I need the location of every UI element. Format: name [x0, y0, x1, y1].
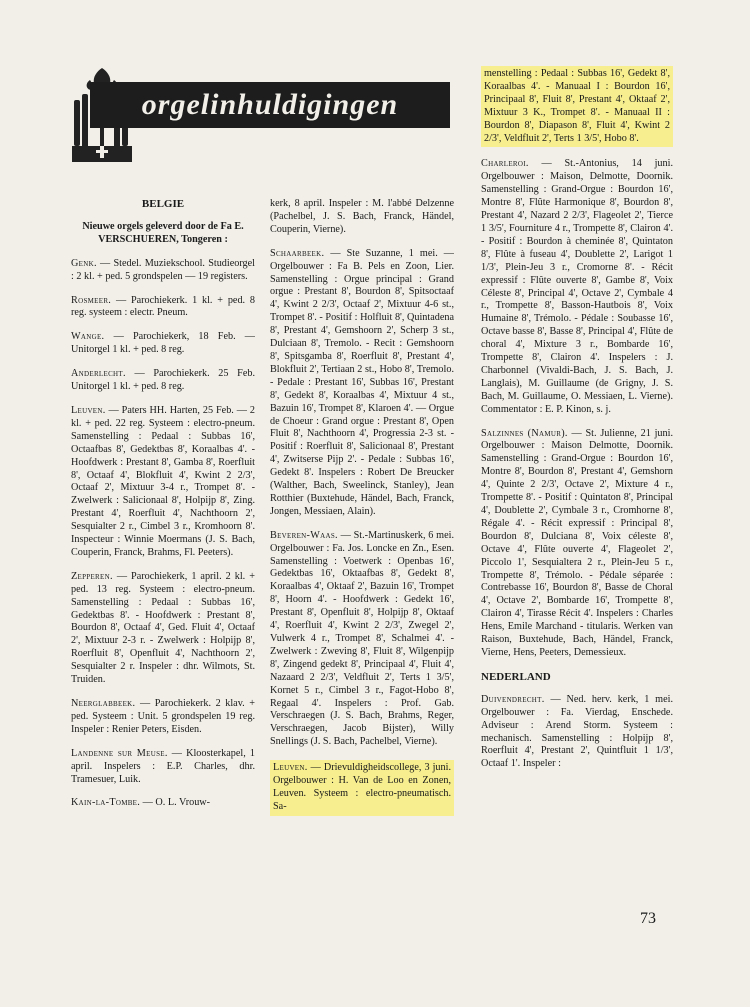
entry: Zepperen. — Parochiekerk, 1 april. 2 kl. + ped. 13 reg. Systeem : electro-pneum. Samenstelling : Pedaal : Subbas 16', Gedektbas 8'. - Hoofdwerk : Prestant 8', Bourdon 8', Octaaf 4', Ged. Fluit 4', Octaaf 2', Mixtuur 2-3 r. - Zwelwerk : Holpijp 8', Roerfluit 8', Openfluit 4', Nachthoorn 2', Sesquialter 2 r. Inspeler : dhr. Wilmots, St. Truiden.	[71, 570, 255, 686]
entry: Neerglabbeek. — Parochiekerk. 2 klav. + ped. Systeem : Unit. 5 grondspelen 19 reg. Inspeler : Renier Peters, Eisden.	[71, 698, 255, 735]
entry: Duivendrecht. — Ned. herv. kerk, 1 mei. Orgelbouwer : Fa. Vierdag, Enschede. Adviseur : Arend Storm. Systeem : mechanisch. Samenstelling : Holpijp 8', Roerfluit 4', Prestant 2', Quintfluit 1 1/3', Octaaf 1'. Inspeler :	[481, 693, 673, 770]
entry: Wange. — Parochiekerk, 18 Feb. — Unitorgel 1 kl. + ped. 8 reg.	[71, 331, 255, 356]
entry: Kain-la-Tombe. — O. L. Vrouw-	[71, 797, 211, 809]
entry: Beveren-Waas. — St.-Martinuskerk, 6 mei. Orgelbouwer : Fa. Jos. Loncke en Zn., Esen. Samenstelling : Voetwerk : Openbas 16', Gedektbas 16', Oktaafbas 8', Gedekt 8', Koraalbas 4', Oktaaf 2', Bazuin 16', Trompet 8', Hoorn 4'. - Hoofdwerk : Gedekt 16', Prestant 8', Openfluit 8', Holpijp 8', Oktaaf 4', Roerfluit 4', Kwint 2 2/3', Zwegel 2', Vulwerk 4 r., Trompet 8', Schalmei 4'. - Zwelwerk : Zweving 8', Fluit 8', Wilgenpijp 8', Zingend gedekt 8', Principaal 4', Fluit 4', Nazaard 2 2/3', Veldfluit 2', Terts 1 3/5', Kornet 5 r., Cimbel 3 r., Fagot-Hobo 8', Regaal 4'. Inspelers : Prof. Gab. Verschraegen (J. S. Bach, Brahms, Reger, Verschraegen, Jacob Bijster), Willy Snellings (J. S. Bach, Pachelbel, Vierne).	[270, 529, 454, 748]
column-3	[481, 66, 673, 782]
entry: Anderlecht. — Parochiekerk. 25 Feb. Unitorgel 1 kl. + ped. 8 reg.	[71, 368, 255, 393]
banner-title: orgelinhuldigingen	[90, 82, 450, 128]
continuation-highlighted: menstelling : Pedaal : Subbas 16', Gedekt 8', Koraalbas 4'. - Manuaal I : Bourdon 16', Principaal 8', Fluit 8', Prestant 4', Oktaaf 2', Mixtuur 3 K., Trompet 8'. - Manuaal II : Bourdon 8', Diapason 8', Fluit 4', Kwint 2 2/3', Veldfluit 2', Terts 1 3/5', Hobo 8'.	[481, 66, 673, 147]
entry: Salzinnes (Namur). — St. Julienne, 21 juni. Orgelbouwer : Maison Delmotte, Doornik. Samenstelling : Grand-Orgue : Bourdon 16', Montre 8', Bourdon 8', Prestant 4', Gemshorn 4', Quinte 2 2/3', Octave 2', Mixture 4 r., Trompette 8'. - Positif : Quintaton 8', Principal 4', Doublette 2', Cymbale 3 r., Cromhorne 8', Régale 4'. - Récit expressif : Principal 8', Bourdon 8', Dulciana 8', Voix céleste 8', Octave 4', Flûte ouverte 4', Flageolet 2', Piccolo 1', Sesquialtera 2 r., Plein-Jeu 5 r., Trompette 8', Trémolo. - Pédale séparée : Contrebasse 16', Bourdon 8', Basse de Choral 4', Octave 2', Bombarde 16', Trompette 8', Clairon 4', Tirasse Récit 4'. Inspelers : Charles Hens, Emile Marchand - titularis. Werken van Raison, Buxtehude, Bach, Händel, Franck, Vierne, Hens, Peeters, Demessieux.	[481, 427, 673, 658]
page-number: 73	[640, 910, 656, 927]
entry: Leuven. — Paters HH. Harten, 25 Feb. — 2 kl. + ped. 22 reg. Systeem : electro-pneum. Samenstelling : Pedaal : Subbas 16', Octaafbas 8', Gedektbas 8', Koraalbas 4'. - Hoofdwerk : Prestant 8', Gamba 8', Roerfluit 8', Octaaf 4', Blokfluit 4', Kwint 2 2/3', Octaaf 2', Mixtuur 3-4 r., Trompet 8'. - Zwelwerk : Salicionaal 8', Holpijp 8', Zing. Prestant 4', Roerfluit 4', Nachthoorn 2', Sesquialter 2 r., Cimbel 3 r., Kromhoorn 8'. Inspecteur : Winnie Moermans (J. S. Bach, Couperin, Franck, Brahms, Fl. Peeters).	[71, 404, 255, 558]
entry-highlighted: Leuven. — Drievuldigheidscollege, 3 juni. Orgelbouwer : H. Van de Loo en Zonen, Leuven. Systeem : electro-pneumatisch. Sa-	[270, 760, 454, 816]
entry: Rosmeer. — Parochiekerk. 1 kl. + ped. 8 reg. systeem : electr. Pneum.	[71, 294, 255, 319]
entry: kerk, 8 april. Inspeler : M. l'abbé Delzenne (Pachelbel, J. S. Bach, Franck, Händel, Couperin, Vierne).	[270, 198, 454, 235]
intro-text: Nieuwe orgels geleverd door de Fa E. VERSCHUEREN, Tongeren :	[82, 220, 244, 245]
section-heading-belgie: BELGIE	[141, 198, 185, 210]
section-heading-nederland: NEDERLAND	[481, 670, 551, 683]
entry: Charleroi. — St.-Antonius, 14 juni. Orgelbouwer : Maison, Delmotte, Doornik. Samenstelling : Grand-Orgue : Bourdon 16', Montre 8', Flûte Harmonique 8', Bourdon 8', Prestant 4', Nazard 2 2/3', Flageolet 2', Tierce 1 3/5', Fourniture 4 r., Trompette 8', Clairon 4'. - Positif : Bourdon à cheminée 8', Quintaton 8', Flûte à fuseau 4', Doublette 2', Larigot 1 1/3', Plein-Jeu 3 r., Cromorne 8'. - Récit expressif : Flûte ouverte 8', Gambe 8', Voix Céleste 8', Principal 4', Octave 2', Cymbale 4 r., Trompette 8', Basson-Hautbois 8', Voix Humaine 8', Trémolo. - Pédale : Soubasse 16', Octave basse 8', Basse 8', Principal 4', Flûte de choral 4', Mixture 3 r., Bombarde 16', Trompette 8', Clairon 4'. Inspelers : J. Charbonnel (Vivaldi-Bach, J. S. Bach, J. Langlais), M. Guillaume (de Grigny, J. S. Bach, M. Guillaume, O. Messiaen, L. Vierne). Commentator : E. P. Kinon, s. j.	[481, 158, 673, 415]
entry: Landenne sur Meuse. — Kloosterkapel, 1 april. Inspelers : E.P. Charles, dhr. Tramesuer, Luik.	[71, 747, 255, 785]
column-1	[71, 198, 255, 821]
entry: Schaarbeek. — Ste Suzanne, 1 mei. — Orgelbouwer : Fa B. Pels en Zoon, Lier. Samenstelling : Orgue principal : Grand orgue : Prestant 8', Bourdon 8', Spitsoctaaf 4', Kwint 2 2/3', Octaaf 2', Mixtuur 4-6 st., Trompet 8'. - Positif : Holfluit 8', Quintadena 8', Prestant 4', Gemshoorn 2', Scherp 3 st., Dulciaan 8', Tremolo. - Recit : Gemshoorn 8', Spitsgamba 8', Roerfluit 8', Prestant 4', Blokfluit 2', Tertiaan 2 st., Hobo 8', Tremolo. - Pedale : Prestant 16', Subbas 16', Prestant 8', Gedekt 8', Koraalbas 4', Mixtuur 4 st., Bazuin 16', Trompet 8', Klaroen 4'. — Orgue de Choeur : Grand orgue : Prestant 8', Open Fluit 8', Nachthoorn 4', Progressia 2-3 st. - Positif : Roerfluit 8', Salicionaal 8', Prestant 4', Zwitserse Pijp 2'. - Pedale : Subbas 16', Gedekt 8'. Inspelers : Robert De Breucker (Walther, Bach, Sweelinck, Stanley), Jean Rotthier (Buxtehude, Händel, Bach, Franck, Jongen, Messiaen, Alain).	[270, 247, 454, 517]
column-2	[270, 198, 454, 827]
entry: Genk. — Stedel. Muziekschool. Studieorgel : 2 kl. + ped. 5 grondspelen — 19 registers.	[71, 257, 255, 282]
